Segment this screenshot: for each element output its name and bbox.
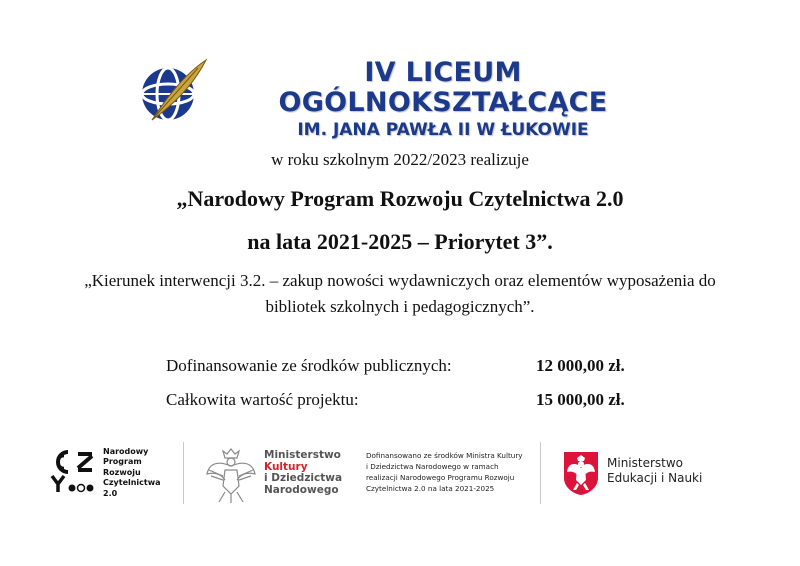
nprc-icon <box>50 448 96 494</box>
description <box>0 268 800 320</box>
funding-value: 15 000,00 zł. <box>536 390 625 409</box>
mkidn-line: Kultury <box>264 460 308 473</box>
header <box>138 54 668 140</box>
nprc-line: 2.0 <box>103 488 118 498</box>
school-name-line1: IV LICEUM OGÓLNOKSZTAŁCĄCE <box>278 57 608 118</box>
nprc-line: Czytelnictwa <box>103 478 161 488</box>
nprc-line: Program <box>103 457 142 467</box>
divider <box>183 442 184 504</box>
eagle-emblem-icon <box>205 446 257 504</box>
description-line2: bibliotek szkolnych i pedagogicznych”. <box>265 297 535 316</box>
globe-quill-icon <box>138 54 210 126</box>
program-title-line2: na lata 2021-2025 – Priorytet 3”. <box>247 229 553 254</box>
mkidn-line: i Dziedzictwa <box>264 472 343 484</box>
men-label <box>607 456 702 486</box>
nprc-line: Rozwoju <box>103 467 141 477</box>
intro-text: w roku szkolnym 2022/2023 realizuje <box>271 150 529 169</box>
men-line: Ministerstwo <box>607 456 684 470</box>
funding-label: Całkowita wartość projektu: <box>166 390 359 409</box>
men-line: Edukacji i Nauki <box>607 471 703 485</box>
mkidn-label <box>264 450 342 496</box>
program-title-line1: „Narodowy Program Rozwoju Czytelnictwa 2.0 <box>176 186 624 211</box>
funding-note-line: Czytelnictwa 2.0 na lata 2021-2025 <box>366 484 495 493</box>
divider <box>540 442 541 504</box>
nprc-label <box>103 447 161 499</box>
mkidn-line: Narodowego <box>264 483 339 496</box>
funding-note <box>366 450 536 494</box>
funding-label: Dofinansowanie ze środków publicznych: <box>166 356 452 375</box>
mkidn-line: Ministerstwo <box>264 449 341 461</box>
funding-note-line: realizacji Narodowego Programu Rozwoju <box>366 473 515 482</box>
sponsor-footer <box>0 440 800 510</box>
nprc-line: Narodowy <box>103 447 149 456</box>
school-name <box>218 58 668 142</box>
school-name-line2: IM. JANA PAWŁA II W ŁUKOWIE <box>297 120 589 140</box>
funding-note-line: i Dziedzictwa Narodowego w ramach <box>366 462 499 471</box>
funding-note-line: Dofinansowano ze środków Ministra Kultury <box>366 451 523 460</box>
polish-coat-of-arms-icon <box>562 450 600 496</box>
funding-value: 12 000,00 zł. <box>536 356 625 375</box>
description-line1: „Kierunek interwencji 3.2. – zakup nowości wydawniczych oraz elementów wyposażenia do <box>84 271 716 290</box>
